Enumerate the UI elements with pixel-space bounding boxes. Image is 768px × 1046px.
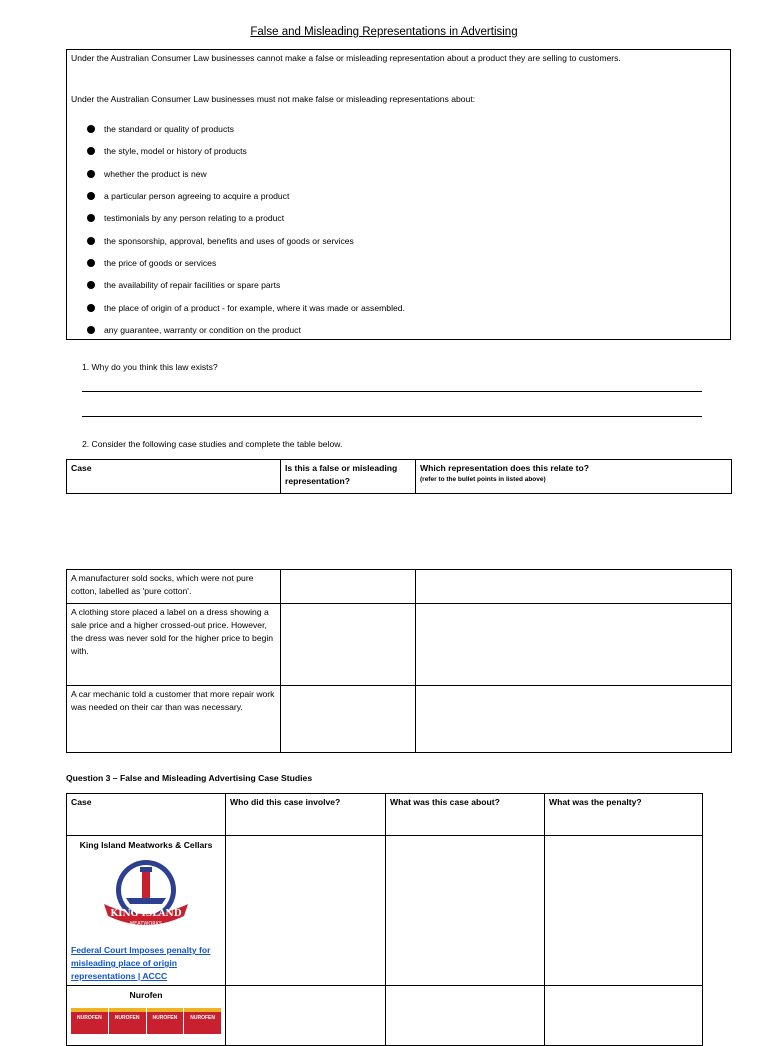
- answer-cell[interactable]: [416, 570, 732, 604]
- page-title: False and Misleading Representations in Advertising: [250, 26, 518, 38]
- table-row: [67, 836, 703, 986]
- bullet-icon: [87, 147, 95, 155]
- answer-cell[interactable]: [386, 986, 545, 1046]
- case-table: [66, 569, 732, 753]
- case-cell: [67, 836, 226, 986]
- header-case: Case: [67, 460, 281, 494]
- case-name: Nurofen: [129, 990, 163, 1000]
- bullet-icon: [87, 326, 95, 334]
- table-row: [67, 570, 732, 604]
- intro-paragraph-2: Under the Australian Consumer Law businesses must not make false or misleading representations about:: [71, 94, 476, 104]
- answer-cell[interactable]: [281, 604, 416, 686]
- case-cell: A manufacturer sold socks, which were not pure cotton, labelled as 'pure cotton'.: [67, 570, 281, 604]
- header-penalty: What was the penalty?: [545, 794, 703, 836]
- list-item: any guarantee, warranty or condition on the product: [87, 319, 405, 341]
- bullet-icon: [87, 259, 95, 267]
- intro-box: [66, 49, 731, 340]
- header-false-misleading: Is this a false or misleading representation?: [281, 460, 416, 494]
- bullet-icon: [87, 170, 95, 178]
- list-item: testimonials by any person relating to a product: [87, 207, 405, 229]
- header-which-representation: Which representation does this relate to? (refer to the bullet points in listed above): [416, 460, 732, 494]
- nurofen-image: NUROFEN NUROFEN NUROFEN NUROFEN: [71, 1008, 221, 1034]
- list-item: the standard or quality of products: [87, 118, 405, 140]
- svg-text:MEATWORKS: MEATWORKS: [129, 921, 163, 927]
- case-cell: A car mechanic told a customer that more repair work was needed on their car than was necessary.: [67, 686, 281, 753]
- case-table-header: [66, 459, 732, 494]
- header-who: Who did this case involve?: [226, 794, 386, 836]
- answer-line-1[interactable]: [82, 391, 702, 392]
- answer-cell[interactable]: [416, 686, 732, 753]
- table-row: [67, 986, 703, 1046]
- case-cell: A clothing store placed a label on a dress showing a sale price and a higher crossed-out price. However, the dress was never sold for the higher price to begin with.: [67, 604, 281, 686]
- acc-link[interactable]: Federal Court Imposes penalty for misleading place of origin representations | ACCC: [71, 945, 211, 981]
- bullet-icon: [87, 125, 95, 133]
- king-island-logo: [71, 858, 221, 936]
- list-item: the place of origin of a product - for example, where it was made or assembled.: [87, 296, 405, 318]
- bullet-icon: [87, 304, 95, 312]
- answer-cell[interactable]: [281, 570, 416, 604]
- question-3-table: [66, 793, 703, 1046]
- answer-cell[interactable]: [386, 836, 545, 986]
- bullet-icon: [87, 237, 95, 245]
- header-note: (refer to the bullet points in listed above): [420, 476, 546, 483]
- question-2: 2. Consider the following case studies and complete the table below.: [82, 439, 343, 449]
- header-case: Case: [67, 794, 226, 836]
- case-name: King Island Meatworks & Cellars: [79, 840, 213, 850]
- answer-cell[interactable]: [226, 836, 386, 986]
- answer-line-2[interactable]: [82, 416, 702, 417]
- svg-text:KING ISLAND: KING ISLAND: [110, 909, 182, 919]
- answer-cell[interactable]: [226, 986, 386, 1046]
- answer-cell[interactable]: [545, 836, 703, 986]
- list-item: whether the product is new: [87, 163, 405, 185]
- question-3-title: Question 3 – False and Misleading Advertising Case Studies: [66, 773, 313, 783]
- list-item: the style, model or history of products: [87, 140, 405, 162]
- intro-paragraph-1: Under the Australian Consumer Law businesses cannot make a false or misleading representation about a product they are selling to customers.: [71, 53, 621, 63]
- representation-list: [87, 118, 405, 341]
- bullet-icon: [87, 192, 95, 200]
- question-1: 1. Why do you think this law exists?: [82, 362, 218, 372]
- list-item: a particular person agreeing to acquire a product: [87, 185, 405, 207]
- bullet-icon: [87, 214, 95, 222]
- table-row: [67, 686, 732, 753]
- list-item: the price of goods or services: [87, 252, 405, 274]
- table-row: [67, 604, 732, 686]
- header-about: What was this case about?: [386, 794, 545, 836]
- case-cell: [67, 986, 226, 1046]
- list-item: the availability of repair facilities or spare parts: [87, 274, 405, 296]
- answer-cell[interactable]: [545, 986, 703, 1046]
- answer-cell[interactable]: [416, 604, 732, 686]
- list-item: the sponsorship, approval, benefits and uses of goods or services: [87, 229, 405, 251]
- bullet-icon: [87, 281, 95, 289]
- answer-cell[interactable]: [281, 686, 416, 753]
